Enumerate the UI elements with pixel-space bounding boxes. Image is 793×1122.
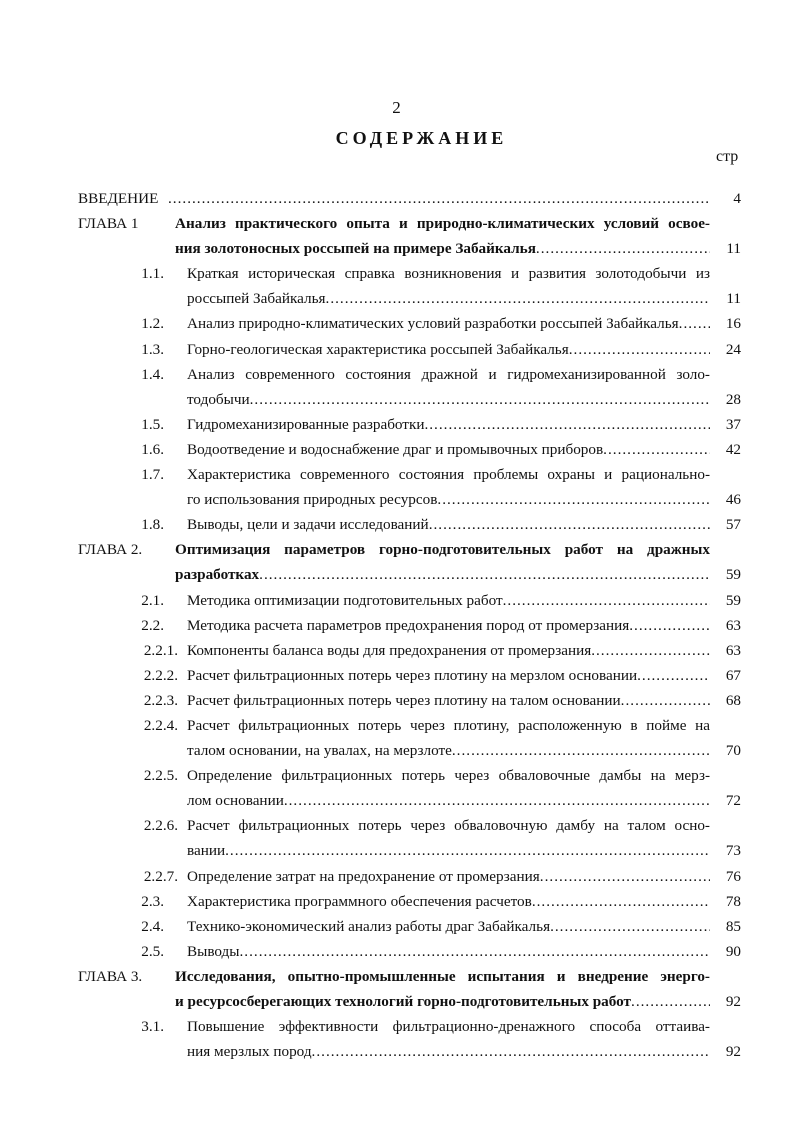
toc-entry-title: Исследования, опытно-промышленные испытания и внедрение энерго-	[175, 967, 710, 985]
dot-leader	[532, 889, 710, 914]
toc-entry-line	[0, 713, 793, 738]
toc-entry-title: Расчет фильтрационных потерь через обваловочную дамбу на талом осно-	[187, 817, 710, 835]
toc-page-number: 24	[725, 340, 741, 358]
dot-leader	[240, 939, 711, 964]
dot-leader	[631, 989, 710, 1014]
dot-leader	[168, 186, 710, 211]
toc-page-number: 16	[725, 315, 741, 333]
table-of-contents	[0, 186, 793, 1064]
toc-entry-title: Расчет фильтрационных потерь через плотину, расположенную в пойме на	[187, 716, 710, 734]
toc-entry-title: Характеристика современного состояния проблемы охраны и рационально-	[187, 466, 710, 484]
toc-entry-title: Расчет фильтрационных потерь через плотину на талом основании	[187, 691, 621, 709]
dot-leader	[452, 738, 710, 763]
dot-leader	[536, 236, 710, 261]
dot-leader	[284, 788, 710, 813]
toc-page-number: 76	[725, 867, 741, 885]
toc-entry-line	[0, 763, 793, 788]
toc-entry-title: Анализ практического опыта и природно-климатических условий освое-	[175, 215, 710, 233]
toc-entry-number: 1.3.	[141, 340, 164, 358]
toc-entry-line	[0, 211, 793, 236]
dot-leader	[312, 1039, 710, 1064]
toc-page-number: 92	[725, 993, 741, 1010]
toc-entry-number: 2.2.1.	[143, 641, 178, 659]
toc-entry-title: Краткая историческая справка возникновения и развития золотодобычи из	[187, 265, 710, 283]
toc-entry-title: тодобычи	[187, 390, 250, 408]
toc-entry-title: и ресурсосберегающих технологий горно-подготовительных работ	[175, 993, 632, 1010]
toc-entry-number: 1.5.	[141, 415, 164, 433]
dot-leader	[326, 286, 710, 311]
toc-entry-title: Оптимизация параметров горно-подготовительных работ на дражных	[175, 541, 710, 559]
toc-entry-title: Определение фильтрационных потерь через обваловочные дамбы на мерз-	[187, 767, 710, 785]
toc-entry-title: талом основании, на увалах, на мерзлоте	[187, 742, 452, 760]
toc-entry-number: 2.2.4.	[143, 716, 178, 734]
toc-entry-title: Определение затрат на предохранение от промерзания	[187, 867, 540, 885]
dot-leader	[540, 864, 710, 889]
toc-entry-title: лом основании	[187, 792, 284, 810]
dot-leader	[569, 337, 710, 362]
dot-leader	[550, 914, 710, 939]
toc-entry-line	[0, 838, 793, 863]
toc-page-number: 70	[725, 742, 741, 760]
toc-entry-title: Выводы, цели и задачи исследований	[187, 516, 429, 534]
toc-entry-line	[0, 512, 793, 537]
dot-leader	[225, 838, 710, 863]
toc-entry-number: 2.2.	[141, 616, 164, 634]
toc-entry-title: Методика расчета параметров предохранения пород от промерзания	[187, 616, 630, 634]
toc-entry-line	[0, 487, 793, 512]
toc-entry-number: 2.3.	[141, 892, 164, 910]
dot-leader	[591, 638, 710, 663]
toc-entry-number: 2.2.5.	[143, 767, 178, 785]
toc-entry-title: Гидромеханизированные разработки	[187, 415, 425, 433]
toc-page-number: 4	[733, 190, 741, 207]
toc-entry-title: ния золотоносных россыпей на примере Забайкалья	[175, 240, 536, 258]
toc-page-number: 73	[725, 842, 741, 860]
toc-page-number: 63	[725, 616, 741, 634]
toc-entry-line	[0, 663, 793, 688]
dot-leader	[621, 688, 710, 713]
toc-page-number: 11	[726, 240, 741, 258]
toc-entry-line	[0, 788, 793, 813]
toc-entry-number: 1.7.	[141, 466, 164, 484]
toc-entry-line	[0, 387, 793, 412]
toc-entry-line	[0, 362, 793, 387]
toc-page-number: 28	[725, 390, 741, 408]
toc-entry-line	[0, 562, 793, 587]
toc-entry-title: Анализ современного состояния дражной и гидромеханизированной золо-	[187, 365, 710, 383]
toc-entry-title: Повышение эффективности фильтрационно-дренажного способа оттаива-	[187, 1018, 710, 1036]
toc-entry-line	[0, 462, 793, 487]
toc-entry-number: 1.4.	[141, 365, 164, 383]
toc-page-number: 72	[725, 792, 741, 810]
toc-entry-line	[0, 186, 793, 211]
toc-page-number: 85	[725, 917, 741, 935]
toc-entry-title: разработках	[175, 566, 260, 584]
dot-leader	[629, 613, 710, 638]
dot-leader	[503, 588, 710, 613]
dot-leader	[437, 487, 710, 512]
toc-entry-line	[0, 939, 793, 964]
toc-page-number: 57	[725, 516, 741, 534]
toc-entry-line	[0, 613, 793, 638]
dot-leader	[429, 512, 710, 537]
toc-entry-line	[0, 286, 793, 311]
toc-entry-line	[0, 1014, 793, 1039]
toc-entry-title: Водоотведение и водоснабжение драг и промывочных приборов	[187, 440, 604, 458]
toc-entry-title: го использования природных ресурсов	[187, 491, 438, 509]
toc-entry-title: вании	[187, 842, 226, 860]
toc-entry-line	[0, 337, 793, 362]
dot-leader	[603, 437, 710, 462]
toc-entry-title: Анализ природно-климатических условий разработки россыпей Забайкалья	[187, 315, 679, 333]
toc-entry-line	[0, 311, 793, 336]
dot-leader	[637, 663, 710, 688]
toc-entry-number: 2.4.	[141, 917, 164, 935]
toc-entry-line	[0, 412, 793, 437]
toc-entry-number: 2.2.6.	[143, 817, 178, 835]
toc-entry-number: 1.6.	[141, 440, 164, 458]
dot-leader	[250, 387, 710, 412]
toc-entry-number: 2.2.7.	[143, 867, 178, 885]
toc-entry-line	[0, 437, 793, 462]
toc-page-number: 92	[725, 1043, 741, 1061]
toc-entry-line	[0, 236, 793, 261]
toc-entry-number: 1.1.	[141, 265, 164, 283]
toc-page-number: 67	[725, 666, 741, 684]
toc-page-number: 42	[725, 440, 741, 458]
toc-entry-title: Расчет фильтрационных потерь через плотину на мерзлом основании	[187, 666, 638, 684]
toc-entry-line	[0, 588, 793, 613]
toc-entry-line	[0, 889, 793, 914]
toc-entry-title: Выводы	[187, 942, 240, 960]
toc-entry-line	[0, 989, 793, 1014]
toc-entry-title: Технико-экономический анализ работы драг Забайкалья	[187, 917, 551, 935]
toc-entry-line	[0, 738, 793, 763]
toc-page-number: 68	[725, 691, 741, 709]
toc-page-number: 78	[725, 892, 741, 910]
toc-entry-number: 1.8.	[141, 516, 164, 534]
toc-entry-line	[0, 537, 793, 562]
page-column-label: стр	[716, 148, 739, 165]
toc-entry-line	[0, 813, 793, 838]
toc-entry-number: ГЛАВА 3.	[78, 967, 143, 985]
toc-entry-number: 2.2.3.	[143, 691, 178, 709]
toc-entry-number: 2.5.	[141, 942, 164, 960]
toc-page-number: 46	[725, 491, 741, 509]
toc-entry-line	[0, 964, 793, 989]
toc-entry-title: Методика оптимизации подготовительных работ	[187, 591, 503, 609]
dot-leader	[679, 311, 710, 336]
toc-page-number: 59	[725, 566, 741, 584]
toc-page-number: 59	[725, 591, 741, 609]
toc-entry-title: россыпей Забайкалья	[187, 290, 326, 308]
toc-entry-line	[0, 864, 793, 889]
toc-entry-line	[0, 261, 793, 286]
dot-leader	[259, 562, 710, 587]
toc-entry-number: 2.2.2.	[143, 666, 178, 684]
toc-page-number: 90	[725, 942, 741, 960]
toc-entry-line	[0, 688, 793, 713]
toc-entry-number: ГЛАВА 2.	[78, 541, 143, 559]
toc-page-number: 11	[726, 290, 741, 308]
toc-entry-number: ВВЕДЕНИЕ	[78, 190, 159, 207]
toc-entry-number: 3.1.	[141, 1018, 164, 1036]
toc-entry-line	[0, 1039, 793, 1064]
toc-page-number: 37	[725, 415, 741, 433]
toc-entry-number: 2.1.	[141, 591, 164, 609]
page-number: 2	[392, 98, 401, 117]
toc-entry-title: Горно-геологическая характеристика россыпей Забайкалья	[187, 340, 569, 358]
toc-entry-title: ния мерзлых пород	[187, 1043, 312, 1061]
page-title: СОДЕРЖАНИЕ	[335, 128, 508, 148]
toc-page-number: 63	[725, 641, 741, 659]
toc-entry-line	[0, 638, 793, 663]
dot-leader	[424, 412, 710, 437]
toc-entry-number: 1.2.	[141, 315, 164, 333]
toc-entry-title: Компоненты баланса воды для предохранения от промерзания	[187, 641, 592, 659]
toc-entry-line	[0, 914, 793, 939]
toc-entry-number: ГЛАВА 1	[78, 215, 139, 233]
toc-entry-title: Характеристика программного обеспечения расчетов	[187, 892, 532, 910]
